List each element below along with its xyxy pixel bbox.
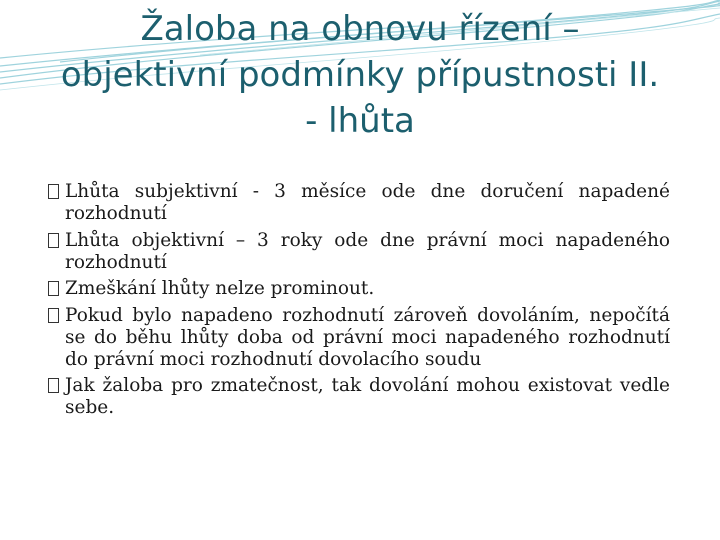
bullet-text: Lhůta objektivní – 3 roky ode dne právní moci napadeného rozhodnutí: [65, 229, 670, 273]
bullet-text: Zmeškání lhůty nelze prominout.: [65, 278, 375, 299]
title-line-2: objektivní podmínky přípustnosti II.: [60, 55, 660, 95]
title-line-1: Žaloba na obnovu řízení –: [140, 9, 580, 49]
missing-glyph-icon: [48, 378, 59, 393]
missing-glyph-icon: [48, 308, 59, 323]
title-line-3: - lhůta: [305, 101, 415, 141]
bullet-list: [48, 181, 670, 424]
bullet-text: Lhůta subjektivní - 3 měsíce ode dne doručení napadené rozhodnutí: [65, 181, 670, 224]
missing-glyph-icon: [48, 281, 59, 296]
bullet-item: [48, 181, 670, 225]
bullet-item: [48, 278, 670, 300]
bullet-item: [48, 375, 670, 419]
missing-glyph-icon: [48, 184, 59, 199]
missing-glyph-icon: [48, 233, 59, 248]
bullet-item: [48, 305, 670, 371]
bullet-text: Jak žaloba pro zmatečnost, tak dovolání mohou existovat vedle sebe.: [65, 375, 670, 418]
slide-title: [20, 6, 700, 144]
bullet-text: Pokud bylo napadeno rozhodnutí zároveň dovoláním, nepočítá se do běhu lhůty doba od právní moci napadeného rozhodnutí do právní moci rozhodnutí dovolacího soudu: [65, 304, 670, 370]
bullet-item: [48, 230, 670, 274]
